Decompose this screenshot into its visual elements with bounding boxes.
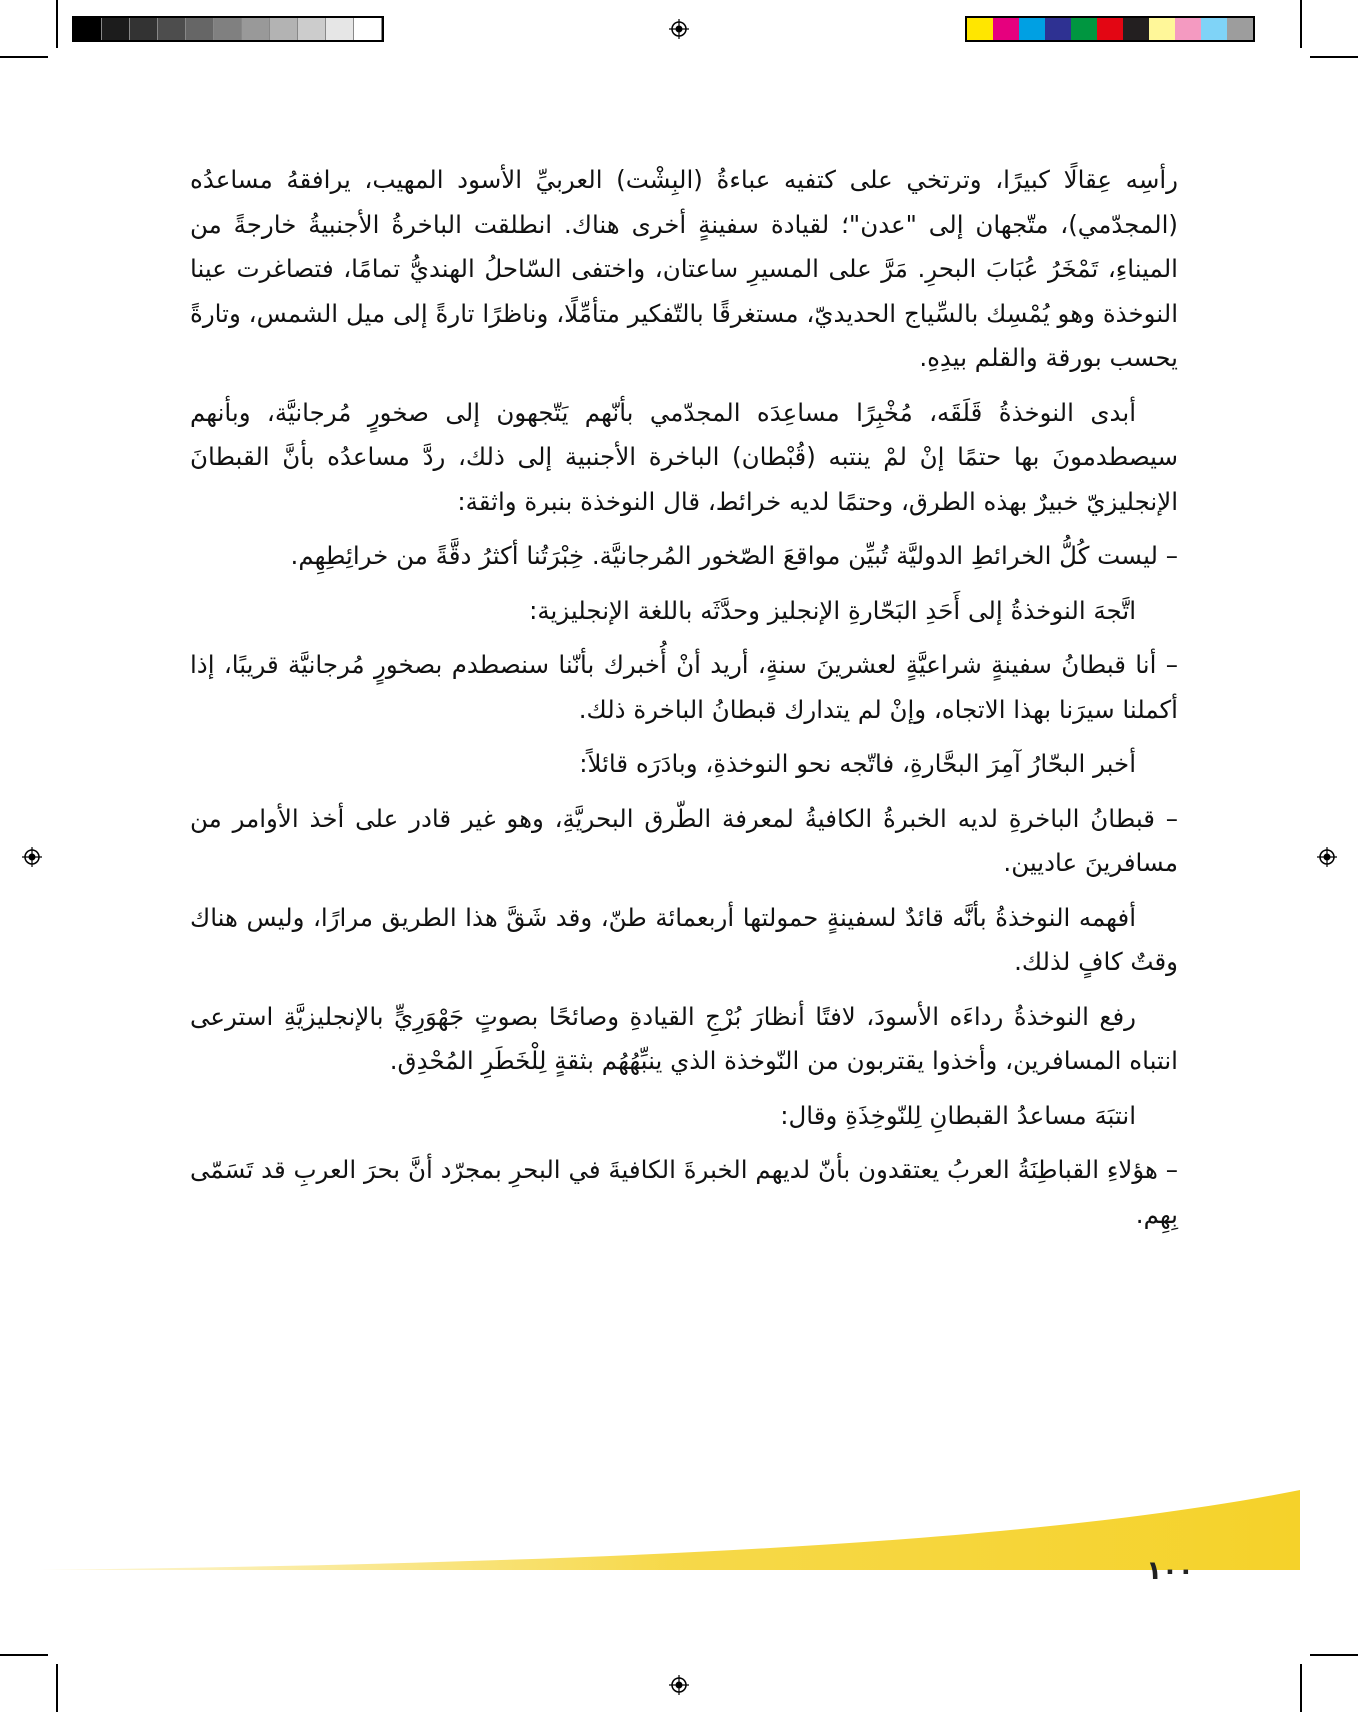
dialogue-line: – أنا قبطانُ سفينةٍ شراعيَّةٍ لعشرينَ سنةٍ، أريد أنْ أُخبرك بأنّنا سنصطدم بصخورٍ مُرجانيَّة قريبًا، إذا أكملنا سيرَنا بهذا الاتجاه، وإنْ لم يتدارك قبطانُ الباخرة ذلك. (190, 650, 1178, 724)
grayscale-swatch (354, 18, 382, 40)
grayscale-swatch (270, 18, 298, 40)
color-swatch (1149, 18, 1175, 40)
crop-mark (0, 56, 48, 58)
dialogue-line: – قبطانُ الباخرةِ لديه الخبرةُ الكافيةُ لمعرفة الطّرق البحريَّةِ، وهو غير قادر على أخذ الأوامر من مسافرينَ عاديين. (190, 803, 1178, 877)
registration-mark-icon (1317, 847, 1337, 867)
crop-mark (1310, 1654, 1358, 1656)
color-swatch (967, 18, 993, 40)
paragraph: أخبر البحّارُ آمِرَ البحَّارةِ، فاتّجه نحو النوخذةِ، وبادَرَه قائلاً: (579, 749, 1136, 778)
grayscale-swatch (214, 18, 242, 40)
paragraph: رفع النوخذةُ رداءَه الأسودَ، لافتًا أنظارَ بُرْجِ القيادةِ وصائحًا بصوتٍ جَهْوَرِيٍّ بالإنجليزيَّةِ استرعى انتباه المسافرين، وأخذوا يقتربون من النّوخذة الذي ينبِّهُهُم بثقةٍ لِلْخَطَرِ المُحْدِق. (190, 1001, 1178, 1075)
grayscale-swatch (242, 18, 270, 40)
registration-mark-icon (669, 1675, 689, 1695)
color-swatch (1071, 18, 1097, 40)
registration-mark-icon (669, 19, 689, 39)
dialogue-line: – ليست كُلُّ الخرائطِ الدوليَّة تُبيِّن مواقعَ الصّخور المُرجانيَّة. خِبْرَتُنا أكثرُ دقَّةً من خرائِطِهِم. (290, 541, 1178, 570)
color-swatch (1175, 18, 1201, 40)
page-number: ١٠٠ (1146, 1556, 1194, 1586)
paragraph: انتبَهَ مساعدُ القبطانِ لِلنّوخِذَةِ وقال: (780, 1100, 1136, 1130)
color-swatch (1097, 18, 1123, 40)
grayscale-swatch (74, 18, 102, 40)
dialogue-line: – هؤلاءِ القباطِنَةُ العربُ يعتقدون بأنّ لديهم الخبرةَ الكافيةَ في البحرِ بمجرّد أنَّ بحرَ العربِ قد تَسَمّى بِهِم. (190, 1155, 1178, 1229)
color-swatch (993, 18, 1019, 40)
paragraph: اتَّجهَ النوخذةُ إلى أَحَدِ البَحّارةِ الإنجليز وحدَّثَه باللغة الإنجليزية: (529, 595, 1136, 625)
grayscale-swatch (186, 18, 214, 40)
paragraph: رأسِه عِقالًا كبيرًا، وترتخي على كتفيه عباءةُ (البِشْت) العربيِّ الأسود المهيب، يرافقهُ مساعدُه (المجدّمي)، متّجهان إلى "عدن"؛ لقيادة سفينةٍ أخرى هناك. انطلقت الباخرةُ الأجنبيةُ خارجةً من الميناءِ، تَمْخَرُ عُبَابَ البحرِ. مَرَّ على المسيرِ ساعتان، واختفى السّاحلُ الهنديُّ تمامًا، فتصاغرت عينا النوخذة وهو يُمْسِك بالسِّياج الحديديّ، مستغرقًا بالتّفكير متأمِّلًا، وناظرًا تارةً إلى ميل الشمس، وتارةً يحسب بورقة والقلم بيدِهِ. (190, 165, 1178, 372)
story-text (190, 158, 1178, 1247)
color-swatch (1123, 18, 1149, 40)
grayscale-swatch (298, 18, 326, 40)
crop-mark (56, 1664, 58, 1712)
registration-mark-icon (22, 847, 42, 867)
paragraph: أبدى النوخذةُ قَلَقَه، مُخْبِرًا مساعِدَه المجدّمي بأنّهم يَتّجهون إلى صخورٍ مُرجانيَّة، وبأنهم سيصطدمونَ بها حتمًا إنْ لمْ ينتبه (قُبْطان) الباخرة الأجنبية إلى ذلك، ردَّ مساعدُه بأنَّ القبطانَ الإنجليزيّ خبيرٌ بهذه الطرق، وحتمًا لديه خرائط، قال النوخذة بنبرة واثقة: (190, 397, 1178, 516)
grayscale-calibration-bar (72, 16, 384, 42)
crop-mark (0, 1654, 48, 1656)
grayscale-swatch (130, 18, 158, 40)
crop-mark (1300, 1664, 1302, 1712)
color-swatch (1201, 18, 1227, 40)
grayscale-swatch (158, 18, 186, 40)
paragraph: أفهمه النوخذةُ بأنَّه قائدٌ لسفينةٍ حمولتها أربعمائة طنّ، وقد شَقَّ هذا الطريق مرارًا، وليس هناك وقتٌ كافٍ لذلك. (190, 902, 1178, 976)
color-swatch (1019, 18, 1045, 40)
color-swatch (1045, 18, 1071, 40)
grayscale-swatch (326, 18, 354, 40)
grayscale-swatch (102, 18, 130, 40)
crop-mark (1300, 0, 1302, 48)
crop-mark (56, 0, 58, 48)
color-swatch (1227, 18, 1253, 40)
color-calibration-bar (965, 16, 1255, 42)
crop-mark (1310, 56, 1358, 58)
